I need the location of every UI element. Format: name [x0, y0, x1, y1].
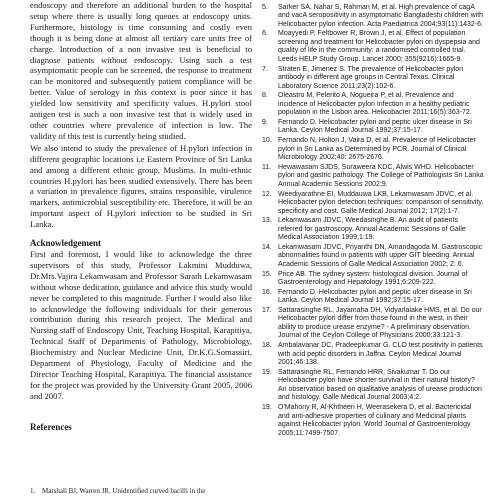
reference-number: 19.	[262, 404, 272, 411]
references-heading: References	[30, 421, 72, 432]
reference-text: Oleastro M, Pelerito A, Nogueira P, et al. Prevalence and incidence of Helicobacter pylori Infection in a healthy pediatric population in the Lisbon area. Helicobacter 2011;16(5):363-72.	[278, 92, 472, 117]
reference-item	[262, 0, 484, 3]
reference-number: 1.	[30, 487, 36, 495]
reference-text: Fernando N, Holton J, Vaira D, et al. Prevalence of Helicobacter pylori in Sri Lanka as Determined by PCR. Journal of Clinical Microbiology 2002;40: 2675-2676.	[278, 137, 476, 162]
reference-number: 14.	[262, 243, 272, 251]
reference-item	[262, 369, 484, 403]
reference-number: 11.	[262, 163, 272, 171]
reference-number: 18.	[262, 342, 272, 350]
acknowledgement-text: First and foremost, I would like to acknowledge the three supervisors of this study, Professor Lakmini Mudduwa, Dr.Mrs.Vajira Lekamwasam and Professor Sarath Lekamwasam without whose dedication, guidance and advice this study would never be completed to this magnitude. Further I would also like to acknowledge the following individuals for their generous contribution during this research project. The Medical and Nursing staff of Endoscopy Unit, Teaching Hospital, Karapitiya, Technical Staff of Departments of Pathology, Microbiology, Biochemistry and Nuclear Medicine Unit, Dr.K.G.Somassiri, Department of Physiology, Faculty of Medicine and the Director Teaching Hospital, Karapitiya. The financial assistance for the project was provided by the University Grant 2005, 2006 and 2007.	[30, 249, 252, 401]
reference-text: Sattarasinghe RL, Fernando HRR, Sivakumar T. Do our Helicobacter pylori have shorter survival in their natural history? An observation based on qualitative analysis of urease production and histology. Galle Medical Journal 2003;4:2.	[278, 368, 482, 402]
reference-text: Price AB. The sydney system: histological division. Journal of Gastroenterology and Hepatology 1991;6:209-222.	[278, 270, 468, 287]
reference-text: Weediyarathne EI, Muddauwa LKB, Lekamwasam JDVC, et al. Helicobacter pylori detection techniques: comparison of sensitivity, specificity and cost. Galle Medical Journal 2012; 17(2):1-7.	[278, 190, 484, 215]
reference-number: 10.	[262, 137, 272, 145]
reference-number: 19.	[262, 368, 272, 376]
reference-number	[262, 0, 278, 3]
reference-text: Hewawasam SJDS, Suraweera KDC, Alwis WHD. Helicobacter pylori and gastric pathology. The College of Pathologists Sri Lanka Annual Academic Sessions 2002;9.	[278, 163, 484, 188]
reference-item	[262, 30, 484, 64]
reference-text: Lekamwasam JDVC, Priyanthi DN, Amandagoda M. Gastroscopic abnormalities found in patients with upper GIT bleeding. Annual Academic Sessions of Galle Medical Association 2002; 2: 6.	[278, 243, 483, 268]
reference-number: 5.	[262, 3, 268, 11]
reference-number: 16.	[262, 288, 272, 296]
reference-number: 8.	[262, 92, 268, 100]
reference-item	[262, 404, 484, 438]
acknowledgement-heading: Acknowledgement	[30, 238, 101, 249]
reference-item	[262, 164, 484, 190]
reference-item	[262, 4, 484, 30]
reference-number: 13.	[262, 217, 272, 225]
reference-number: 17.	[262, 306, 272, 314]
references-column	[262, 0, 484, 439]
reference-text: Fernando D. Helicobacter pylori and peptic ulcer disease in Sri Lanka. Ceylon Medical Journal 1992;37:15-17.	[278, 118, 472, 135]
reference-text: Sarker SA, Nahar S, Rahman M, et al. High prevalence of cagA and vacA seropositivity in asymptomatic Bangladeshi children with Helicobacter pylori infection. Acta Paediatrica 2004;93(11):1432-6.	[278, 3, 484, 28]
reference-number: 15.	[262, 270, 272, 278]
reference-item	[262, 66, 484, 92]
reference-number: 12.	[262, 190, 272, 198]
reference-number: 7.	[262, 65, 268, 73]
reference-item	[262, 307, 484, 341]
body-paragraph-1: endoscopy and therefore an additional burden to the hospital setup where there is usually long queues at endoscopy units. Furthermore, histology is time consuming and costly even though it is being done at almost all tertiary care units free of charge. Introduction of a non invasive test is beneficial to diagnose patients without endoscopy. Using such a test asymptomatic people can be screened, the response to treatment can be monitored and subsequently patient compliance will be better. Value of serology in this context is poor since it has yielded low sensitivity and specificity values. H.pylori stool antigen test is such a non invasive test that is widely used in other countries where prevalence of infection is low. The validity of this test is currently being studied.	[30, 0, 252, 141]
reference-item	[262, 119, 484, 136]
reference-text: Straten E, Jimenez S. The prevalence of Helicobacter pylori antibody in different age groups in Central Texas. Clinical Laboratory Science 2011;23(2):102-6.	[278, 65, 464, 90]
reference-item	[262, 191, 484, 217]
reference-text: Sattarasinghe RL, Jayamaha DH, Vidyarlalake HMS, et al. Do our Helicobacter pylori differ from those found in the west, in their ability to produce urease enzyme? - A preliminary observation. Journal of the Ceylon College of Physicians 2000;33:121-3.	[278, 306, 482, 340]
reference-text: Fernando D. Helicobacter pylori and peptic ulcer disease in Sri Lanka. Ceylon Medical Journal 1992;37:15-17.	[278, 288, 472, 305]
reference-item-1	[30, 487, 252, 496]
reference-item	[262, 92, 484, 118]
body-paragraph-2: We also intend to study the prevalence of H.pylori infection in different geographic locations i.e Eastern Province of Sri Lanka and among a different ethnic group, Muslims. In multi-ethnic countries H.pylori has been studied extensively. There has been a variation in prevalence figures, strains responsible, virulence markers, antimicrobial susceptibility etc. Therefore, it will be an important aspect of H.pylori infection to be studied in Sri Lanka.	[30, 142, 252, 230]
reference-item	[262, 271, 484, 288]
reference-number: 6.	[262, 30, 268, 38]
left-column	[30, 0, 252, 433]
reference-item	[262, 342, 484, 368]
reference-text: O'Mahony R, Al-Khtheeri H, Weerasekera D, et al. Bactericidal and anti-adhesive properties of culinary and Medicinal plants against Helicobacter pylori. World Journal of Gastroenterology 2005;11:7499-7507.	[278, 404, 472, 437]
reference-text	[278, 0, 484, 3]
reference-text: Lekamwasam JDVC, Weedasinghe B. An audit of patients referred for gastroscopy. Annual Academic Sessions of Galle Medical Association 1999;1:19.	[278, 217, 466, 242]
reference-item	[262, 137, 484, 163]
reference-item	[262, 289, 484, 306]
reference-item	[262, 244, 484, 270]
reference-number: 9.	[262, 118, 268, 126]
reference-text: Moayyedi P, Feltbower R, Brown J, et al. Effect of population screening and treatment for Helicobacter pylori on dyspepsia and quality of life in the community: a randomised controlled trial. Leeds HELP Study Group. Lancet 2000; 355(9216):1665-9.	[278, 30, 480, 63]
reference-text: Ambalavanar DC, Pradeepkumar G. CLO test positivity in patients with acid peptic disorders in Jaffna. Ceylon Medical Journal 2001;46:138.	[278, 342, 483, 367]
reference-item	[262, 217, 484, 243]
reference-text: Marshall BJ, Warren JR. Unidentified curved bacilli in the	[42, 487, 206, 495]
